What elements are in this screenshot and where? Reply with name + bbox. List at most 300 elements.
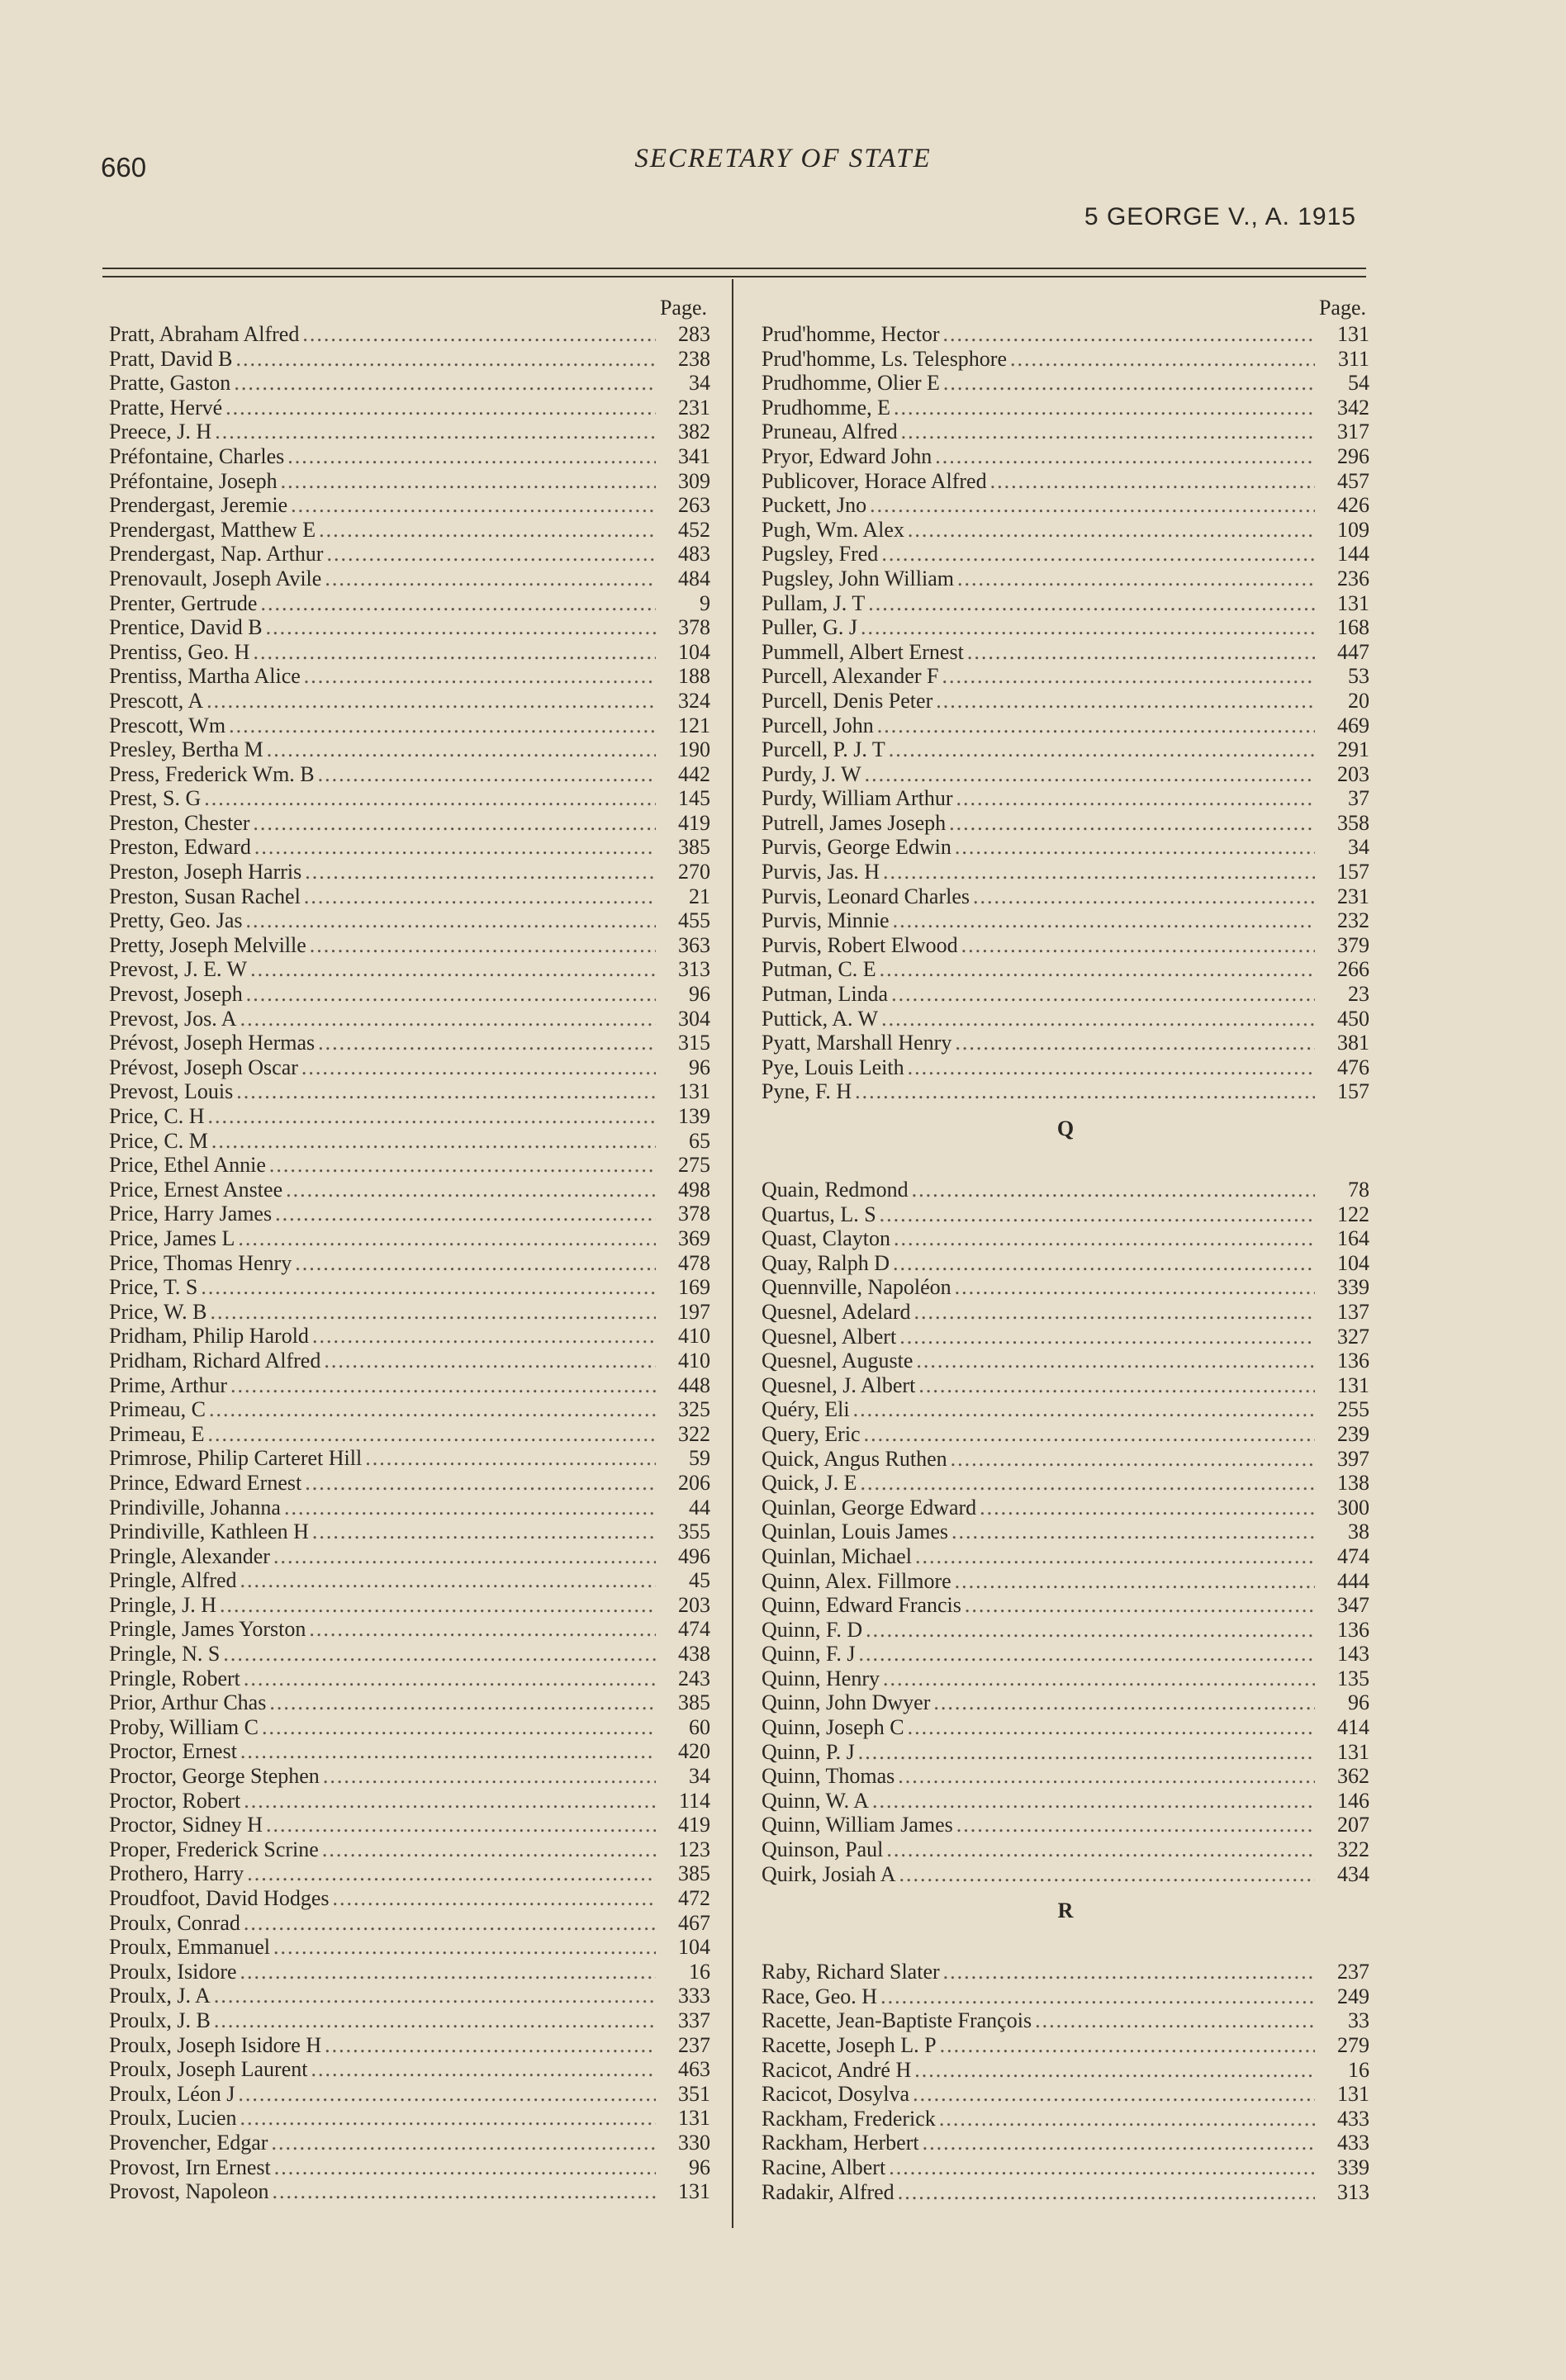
entry-name: Quinn, Thomas <box>762 1764 895 1789</box>
entry-page: 157 <box>1337 860 1369 884</box>
entry-page: 433 <box>1337 2131 1369 2155</box>
leader-dots <box>990 469 1315 494</box>
leader-dots <box>894 1226 1315 1251</box>
index-entry <box>762 420 1369 444</box>
leader-dots <box>853 1397 1315 1422</box>
index-entry <box>109 1226 710 1251</box>
index-entry <box>109 1055 710 1080</box>
index-entry <box>109 2082 710 2107</box>
entry-name: Quay, Ralph D <box>762 1250 890 1275</box>
entry-page: 339 <box>1337 1275 1369 1300</box>
index-entry <box>109 884 710 909</box>
index-entry <box>109 689 710 714</box>
entry-page: 168 <box>1337 615 1369 640</box>
session-label: 5 GEORGE V., A. 1915 <box>1084 203 1356 230</box>
column-divider <box>732 279 733 2228</box>
entry-name: Quinn, John Dwyer <box>762 1690 931 1715</box>
entry-page: 34 <box>689 371 710 396</box>
index-entry <box>762 1226 1369 1251</box>
leader-dots <box>967 640 1315 665</box>
index-entry <box>109 1031 710 1055</box>
index-entry <box>109 591 710 616</box>
entry-name: Prud'homme, Ls. Telesphore <box>762 346 1008 371</box>
entry-page: 476 <box>1337 1055 1369 1079</box>
entry-page: 131 <box>1337 590 1369 615</box>
entry-name: Prescott, A <box>109 688 204 713</box>
index-entry <box>109 2155 710 2180</box>
leader-dots <box>859 1642 1316 1666</box>
entry-page: 53 <box>1348 664 1369 689</box>
entry-name: Prime, Arthur <box>109 1373 227 1397</box>
leader-dots <box>238 1226 656 1251</box>
entry-name: Prendergast, Nap. Arthur <box>109 542 324 567</box>
entry-name: Quesnel, Auguste <box>762 1349 914 1373</box>
entry-page: 452 <box>678 517 710 542</box>
leader-dots <box>881 542 1315 567</box>
entry-name: Quéry, Eli <box>762 1397 850 1422</box>
entry-name: Pummell, Albert Ernest <box>762 639 964 664</box>
index-entry <box>762 1618 1369 1643</box>
entry-page: 474 <box>678 1617 710 1642</box>
entry-name: Prothero, Harry <box>109 1861 244 1886</box>
leader-dots <box>955 1569 1315 1594</box>
entry-name: Price, Ethel Annie <box>109 1153 266 1178</box>
index-entry <box>762 322 1369 347</box>
leader-dots <box>236 347 657 372</box>
entry-name: Puller, G. J <box>762 615 857 640</box>
leader-dots <box>891 982 1315 1007</box>
leader-dots <box>304 884 656 909</box>
r-entry-list <box>762 1960 1369 2204</box>
entry-page: 60 <box>689 1714 710 1739</box>
index-entry <box>109 1104 710 1129</box>
index-entry <box>762 1690 1369 1715</box>
leader-dots <box>246 908 656 933</box>
entry-name: Pratte, Hervé <box>109 395 223 420</box>
running-title: SECRETARY OF STATE <box>634 144 932 173</box>
entry-page: 467 <box>678 1910 710 1935</box>
entry-name: Quast, Clayton <box>762 1226 890 1251</box>
entry-page: 442 <box>678 761 710 786</box>
index-entry <box>109 835 710 860</box>
entry-page: 45 <box>689 1568 710 1593</box>
leader-dots <box>244 1789 656 1813</box>
index-entry <box>762 542 1369 567</box>
entry-name: Racette, Jean-Baptiste François <box>762 2008 1032 2033</box>
entry-page: 309 <box>678 468 710 493</box>
index-entry <box>762 2180 1369 2205</box>
entry-page: 378 <box>678 615 710 640</box>
entry-page: 484 <box>678 566 710 590</box>
leader-dots <box>886 1837 1315 1862</box>
index-entry <box>109 1837 710 1862</box>
entry-page: 231 <box>678 395 710 420</box>
entry-name: Primeau, C <box>109 1397 206 1422</box>
index-entry <box>109 1715 710 1740</box>
entry-page: 44 <box>689 1495 710 1520</box>
entry-name: Pye, Louis Leith <box>762 1055 904 1079</box>
entry-name: Préfontaine, Joseph <box>109 468 278 493</box>
entry-page: 131 <box>1337 2082 1369 2107</box>
entry-page: 231 <box>1337 884 1369 908</box>
leader-dots <box>246 982 656 1007</box>
page-column-header: Page. <box>659 296 707 320</box>
index-entry <box>109 1666 710 1691</box>
entry-name: Preston, Edward <box>109 835 251 860</box>
leader-dots <box>943 371 1315 396</box>
index-entry <box>762 493 1369 518</box>
index-entry <box>762 2033 1369 2058</box>
leader-dots <box>326 542 656 567</box>
entry-name: Quinn, William James <box>762 1813 953 1837</box>
entry-page: 54 <box>1348 371 1369 396</box>
entry-page: 21 <box>689 884 710 908</box>
index-entry <box>109 1886 710 1911</box>
entry-name: Raby, Richard Slater <box>762 1960 940 1984</box>
index-entry <box>762 2082 1369 2107</box>
entry-page: 65 <box>689 1128 710 1153</box>
index-entry <box>109 1764 710 1789</box>
entry-name: Quinn, Joseph C <box>762 1715 904 1740</box>
entry-name: Prevost, Jos. A <box>109 1006 237 1031</box>
leader-dots <box>908 518 1315 543</box>
entry-page: 474 <box>1337 1543 1369 1568</box>
entry-name: Purvis, Leonard Charles <box>762 884 970 908</box>
entry-name: Quinn, W. A <box>762 1788 870 1813</box>
leader-dots <box>912 1178 1315 1202</box>
entry-page: 104 <box>1337 1250 1369 1275</box>
entry-page: 37 <box>1348 786 1369 811</box>
entry-page: 410 <box>678 1348 710 1373</box>
index-entry <box>762 1325 1369 1349</box>
entry-page: 138 <box>1337 1471 1369 1496</box>
index-entry <box>762 567 1369 591</box>
index-entry <box>762 640 1369 665</box>
index-entry <box>109 2033 710 2058</box>
leader-dots <box>324 1349 656 1373</box>
entry-page: 337 <box>678 2008 710 2032</box>
leader-dots <box>915 1544 1315 1569</box>
leader-dots <box>230 1373 656 1398</box>
entry-name: Proulx, Emmanuel <box>109 1935 270 1960</box>
entry-name: Quick, J. E <box>762 1471 857 1496</box>
entry-name: Prest, S. G <box>109 786 202 811</box>
entry-name: Pugh, Wm. Alex <box>762 517 904 542</box>
index-entry <box>762 689 1369 714</box>
index-entry <box>762 714 1369 738</box>
entry-page: 433 <box>1337 2106 1369 2131</box>
leader-dots <box>250 957 656 982</box>
entry-name: Quinn, F. D <box>762 1617 863 1642</box>
entry-name: Press, Frederick Wm. B <box>109 761 315 786</box>
entry-page: 444 <box>1337 1568 1369 1593</box>
entry-name: Rackham, Herbert <box>762 2131 919 2155</box>
leader-dots <box>861 615 1315 640</box>
leader-dots <box>309 1617 656 1642</box>
leader-dots <box>273 1544 656 1569</box>
entry-page: 146 <box>1337 1788 1369 1813</box>
index-entry <box>109 786 710 811</box>
leader-dots <box>286 1178 656 1202</box>
entry-name: Prindiville, Kathleen H <box>109 1520 309 1544</box>
entry-page: 355 <box>678 1520 710 1544</box>
leader-dots <box>271 2131 656 2155</box>
leader-dots <box>204 786 656 811</box>
entry-page: 414 <box>1337 1715 1369 1740</box>
entry-name: Prévost, Joseph Oscar <box>109 1055 298 1079</box>
entry-name: Proctor, George Stephen <box>109 1764 320 1789</box>
index-entry <box>109 1642 710 1666</box>
index-entry <box>109 1275 710 1300</box>
index-entry <box>109 1690 710 1715</box>
leader-dots <box>240 1007 656 1031</box>
entry-page: 483 <box>678 542 710 567</box>
entry-name: Racicot, Dosylva <box>762 2082 910 2107</box>
leader-dots <box>893 1251 1315 1276</box>
leader-dots <box>916 1349 1315 1373</box>
entry-page: 34 <box>1348 835 1369 860</box>
entry-name: Proulx, Joseph Laurent <box>109 2057 308 2082</box>
entry-name: Proctor, Sidney H <box>109 1813 263 1837</box>
entry-name: Quinson, Paul <box>762 1837 884 1862</box>
leader-dots <box>266 1813 656 1837</box>
index-entry <box>762 469 1369 494</box>
entry-name: Prud'homme, Hector <box>762 322 940 346</box>
index-entry <box>109 1593 710 1618</box>
leader-dots <box>214 1984 656 2008</box>
leader-dots <box>961 933 1315 958</box>
entry-name: Purvis, Minnie <box>762 908 890 933</box>
leader-dots <box>302 322 656 347</box>
header-rule <box>102 268 1366 269</box>
entry-page: 114 <box>678 1788 710 1813</box>
leader-dots <box>223 1642 656 1666</box>
entry-page: 144 <box>1337 542 1369 567</box>
entry-name: Racine, Albert <box>762 2155 886 2179</box>
entry-page: 131 <box>1337 322 1369 346</box>
entry-name: Price, Ernest Anstee <box>109 1177 283 1202</box>
index-entry <box>109 469 710 494</box>
index-entry <box>762 1496 1369 1520</box>
leader-dots <box>262 1715 656 1740</box>
entry-name: Prior, Arthur Chas <box>109 1690 267 1715</box>
leader-dots <box>244 1911 656 1936</box>
left-entry-list <box>109 322 710 2204</box>
entry-page: 139 <box>678 1104 710 1128</box>
entry-page: 237 <box>678 2032 710 2057</box>
entry-name: Preston, Joseph Harris <box>109 860 302 884</box>
entry-page: 385 <box>678 1690 710 1715</box>
index-entry <box>109 714 710 738</box>
index-entry <box>109 1129 710 1154</box>
entry-name: Query, Eric <box>762 1421 861 1446</box>
entry-name: Quesnel, Albert <box>762 1324 897 1349</box>
leader-dots <box>872 1789 1315 1813</box>
entry-name: Preston, Susan Rachel <box>109 884 301 908</box>
leader-dots <box>943 322 1315 347</box>
entry-name: Provost, Irn Ernest <box>109 2155 271 2179</box>
index-entry <box>762 1422 1369 1447</box>
entry-name: Quinlan, Michael <box>762 1543 912 1568</box>
leader-dots <box>304 664 656 689</box>
leader-dots <box>880 1202 1315 1227</box>
leader-dots <box>893 908 1315 933</box>
entry-page: 426 <box>1337 493 1369 518</box>
index-entry <box>762 1666 1369 1691</box>
entry-name: Prendergast, Matthew E <box>109 517 316 542</box>
leader-dots <box>918 1373 1315 1398</box>
index-entry <box>762 2008 1369 2033</box>
index-entry <box>762 664 1369 689</box>
entry-name: Quinlan, Louis James <box>762 1520 949 1544</box>
leader-dots <box>901 420 1315 444</box>
entry-page: 78 <box>1348 1178 1369 1202</box>
index-entry <box>762 1079 1369 1104</box>
entry-page: 342 <box>1337 395 1369 420</box>
entry-page: 419 <box>678 810 710 835</box>
entry-name: Quinn, P. J <box>762 1739 855 1764</box>
entry-name: Prevost, Louis <box>109 1079 234 1104</box>
index-entry <box>109 1349 710 1373</box>
entry-page: 469 <box>1337 713 1369 737</box>
index-entry <box>762 1764 1369 1789</box>
leader-dots <box>311 2057 656 2082</box>
entry-page: 275 <box>678 1153 710 1178</box>
right-column <box>762 294 1369 2204</box>
leader-dots <box>240 1739 656 1764</box>
entry-name: Proulx, Conrad <box>109 1910 240 1935</box>
leader-dots <box>898 1764 1315 1789</box>
index-entry <box>762 1178 1369 1202</box>
index-entry <box>109 1861 710 1886</box>
entry-page: 463 <box>678 2057 710 2082</box>
entry-name: Proby, William C <box>109 1714 259 1739</box>
index-entry <box>762 1960 1369 1984</box>
entry-page: 363 <box>678 932 710 957</box>
entry-page: 232 <box>1337 908 1369 933</box>
entry-page: 131 <box>1337 1373 1369 1397</box>
leader-dots <box>858 1740 1315 1765</box>
leader-dots <box>275 1202 656 1226</box>
leader-dots <box>868 591 1315 616</box>
entry-page: 347 <box>1337 1593 1369 1618</box>
index-entry <box>762 1862 1369 1887</box>
index-entry <box>762 1055 1369 1080</box>
section-letter-r: R <box>1057 1899 1074 1923</box>
leader-dots <box>209 1397 656 1422</box>
leader-dots <box>949 811 1315 836</box>
leader-dots <box>980 1496 1315 1520</box>
index-entry <box>762 615 1369 640</box>
entry-page: 131 <box>678 2106 710 2131</box>
entry-page: 325 <box>678 1397 710 1422</box>
index-entry <box>762 786 1369 811</box>
index-entry <box>109 1739 710 1764</box>
entry-page: 207 <box>1337 1813 1369 1837</box>
index-entry <box>762 1300 1369 1325</box>
entry-page: 59 <box>689 1446 710 1471</box>
entry-name: Quinn, Edward Francis <box>762 1593 961 1618</box>
leader-dots <box>955 1031 1315 1055</box>
index-entry <box>762 1397 1369 1422</box>
entry-page: 136 <box>1337 1617 1369 1642</box>
entry-name: Price, C. M <box>109 1128 208 1153</box>
entry-name: Quinn, Alex. Fillmore <box>762 1568 951 1593</box>
leader-dots <box>269 1690 656 1715</box>
entry-name: Proulx, Léon J <box>109 2081 235 2106</box>
index-entry <box>109 1568 710 1593</box>
leader-dots <box>940 2033 1315 2058</box>
entry-name: Prevost, J. E. W <box>109 957 248 982</box>
leader-dots <box>898 2180 1315 2205</box>
index-entry <box>109 1446 710 1471</box>
index-entry <box>109 1471 710 1496</box>
leader-dots <box>955 1275 1315 1300</box>
entry-name: Pratte, Gaston <box>109 371 231 396</box>
entry-name: Pringle, Alexander <box>109 1543 270 1568</box>
leader-dots <box>287 444 656 469</box>
leader-dots <box>208 1422 656 1447</box>
entry-page: 410 <box>678 1324 710 1349</box>
leader-dots <box>273 1935 656 1960</box>
entry-page: 385 <box>678 1861 710 1886</box>
index-entry <box>762 2131 1369 2155</box>
leader-dots <box>889 737 1315 762</box>
entry-page: 96 <box>689 1055 710 1079</box>
entry-name: Quartus, L. S <box>762 1202 876 1226</box>
entry-name: Prentiss, Martha Alice <box>109 664 301 689</box>
index-entry <box>109 2057 710 2082</box>
entry-name: Pringle, Alfred <box>109 1568 237 1593</box>
index-entry <box>762 1251 1369 1276</box>
leader-dots <box>274 2155 656 2180</box>
index-entry <box>762 1471 1369 1496</box>
index-entry <box>109 322 710 347</box>
entry-page: 157 <box>1337 1079 1369 1104</box>
index-entry <box>109 2106 710 2131</box>
index-entry <box>109 567 710 591</box>
entry-page: 362 <box>1337 1764 1369 1789</box>
index-entry <box>109 1935 710 1960</box>
index-entry <box>762 2058 1369 2083</box>
leader-dots <box>214 2008 656 2033</box>
entry-name: Proper, Frederick Scrine <box>109 1837 319 1861</box>
leader-dots <box>880 957 1315 982</box>
index-entry <box>109 2131 710 2155</box>
index-entry <box>109 1984 710 2008</box>
entry-name: Prenovault, Joseph Avile <box>109 566 322 590</box>
leader-dots <box>266 615 656 640</box>
leader-dots <box>325 2033 656 2058</box>
entry-name: Prudhomme, Olier E <box>762 371 940 396</box>
index-entry <box>762 1715 1369 1740</box>
entry-name: Purcell, P. J. T <box>762 737 885 762</box>
entry-name: Pugsley, John William <box>762 566 954 590</box>
entry-name: Putman, C. E <box>762 957 876 982</box>
entry-name: Price, Harry James <box>109 1202 273 1226</box>
entry-name: Quesnel, Adelard <box>762 1299 911 1324</box>
entry-name: Presley, Bertha M <box>109 737 263 762</box>
entry-name: Prescott, Wm <box>109 713 226 737</box>
entry-page: 381 <box>1337 1031 1369 1055</box>
entry-page: 164 <box>1337 1226 1369 1251</box>
leader-dots <box>312 1324 656 1349</box>
leader-dots <box>942 664 1315 689</box>
index-entry <box>109 1079 710 1104</box>
entry-page: 20 <box>1348 688 1369 713</box>
entry-name: Pretty, Joseph Melville <box>109 932 306 957</box>
entry-name: Racicot, André H <box>762 2057 912 2082</box>
